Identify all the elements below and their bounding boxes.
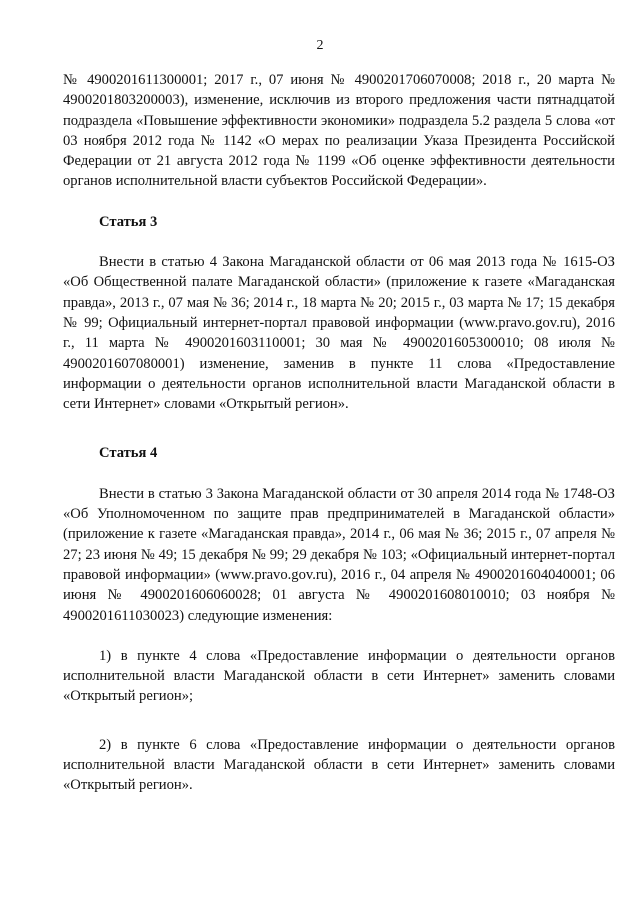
- page-number: 2: [316, 38, 324, 53]
- article-4-item-1: 1) в пункте 4 слова «Предоставление информации о деятельности органов исполнительной власти Магаданской области в сети Интернет» заменить словами «Открытый регион»;: [63, 647, 615, 705]
- article-4-heading: Статья 4: [99, 445, 158, 462]
- continuation-paragraph: № 4900201611300001; 2017 г., 07 июня № 4900201706070008; 2018 г., 20 марта № 4900201803200003), изменение, исключив из второго предложения части пятнадцатой подраздела «Повышение эффективности экономики» подраздела 5.2 раздела 5 слова «от 03 ноября 2012 года № 1142 «О мерах по реализации Указа Президента Российской Федерации от 21 августа 2012 года № 1199 «Об оценке эффективности деятельности органов исполнительной власти субъектов Российской Федерации».: [63, 72, 615, 190]
- article-3-body: Внести в статью 4 Закона Магаданской области от 06 мая 2013 года № 1615-ОЗ «Об Общественной палате Магаданской области» (приложение к газете «Магаданская правда», 2013 г., 07 мая № 36; 2014 г., 18 марта № 20; 2015 г., 03 марта № 17; 15 декабря № 99; Официальный интернет-портал правовой информации (www.pravo.gov.ru), 2016 г., 11 марта № 4900201603110001; 30 мая № 4900201605300010; 08 июля № 4900201607080001) изменение, заменив в пункте 11 слова «Предоставление информации о деятельности органов исполнительной власти Магаданской области в сети Интернет» словами «Открытый регион».: [63, 254, 615, 413]
- article-4-body: Внести в статью 3 Закона Магаданской области от 30 апреля 2014 года № 1748-ОЗ «Об Уполномоченном по защите прав предпринимателей в Магаданской области» (приложение к газете «Магаданская правда», 2014 г., 06 мая № 36; 2015 г., 07 апреля № 27; 23 июня № 49; 15 декабря № 99; 29 декабря № 103; «Официальный интернет-портал правовой информации» (www.pravo.gov.ru), 2016 г., 04 апреля № 4900201604040001; 06 июня № 4900201606060028; 01 августа № 4900201608010010; 03 ноября № 4900201611030023) следующие изменения:: [63, 485, 615, 624]
- document-body: [63, 70, 615, 796]
- article-4-item-2: 2) в пункте 6 слова «Предоставление информации о деятельности органов исполнительной власти Магаданской области в сети Интернет» заменить словами «Открытый регион».: [63, 736, 615, 794]
- article-3-heading: Статья 3: [99, 213, 158, 230]
